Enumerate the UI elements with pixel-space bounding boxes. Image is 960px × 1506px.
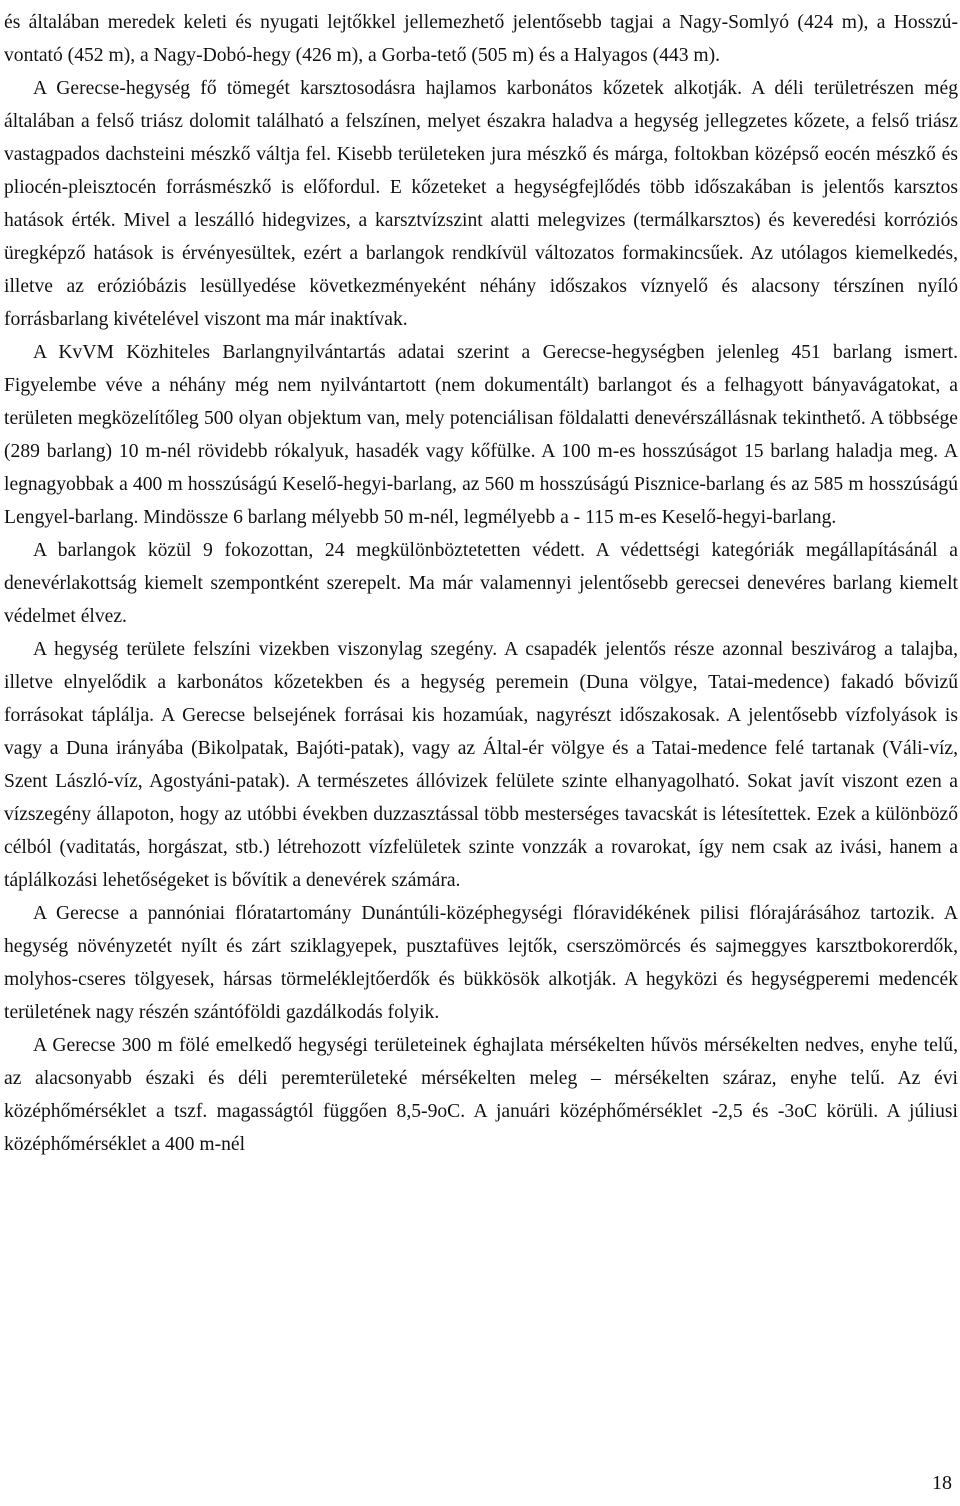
paragraph-cave-protection: A barlangok közül 9 fokozottan, 24 megkülönböztetetten védett. A védettségi kategóriák megállapításánál a denevérlakottság kiemelt szempontként szerepelt. Ma már valamennyi jelentősebb gerecsei denevéres barlang kiemelt védelmet élvez. bbox=[4, 540, 958, 627]
paragraph-geology: A Gerecse-hegység fő tömegét karsztosodásra hajlamos karbonátos kőzetek alkotják. A déli területrészen még általában a felső triász dolomit található a felszínen, melyet északra haladva a hegység jellegzetes kőzete, a felső triász vastagpados dachsteini mészkő váltja fel. Kisebb területeken jura mészkő és márga, foltokban középső eocén mészkő és pliocén-pleisztocén forrásmészkő is előfordul. E kőzeteket a hegységfejlődés több időszakában is jelentős karsztos hatások érték. Mivel a leszálló hidegvizes, a karsztvízszint alatti melegvizes (termálkarsztos) és keveredési korróziós üregképző hatások is érvényesültek, ezért a barlangok rendkívül változatos formakincsűek. Az utólagos kiemelkedés, illetve az erózióbázis lesüllyedése következményeként néhány időszakos víznyelő és alacsony térszínen nyíló forrásbarlang kivételével viszont ma már inaktívak. bbox=[4, 78, 958, 330]
paragraph-flora: A Gerecse a pannóniai flóratartomány Dunántúli-középhegységi flóravidékének pilisi flórajárásához tartozik. A hegység növényzetét nyílt és zárt sziklagyepek, pusztafüves lejtők, cserszömörcés és sajmeggyes karsztbokorerdők, molyhos-cseres tölgyesek, hársas törmeléklejtőerdők és bükkösök alkotják. A hegyközi és hegységperemi medencék területének nagy részén szántóföldi gazdálkodás folyik. bbox=[4, 903, 958, 1023]
paragraph-continuation: és általában meredek keleti és nyugati lejtőkkel jellemezhető jelentősebb tagjai a Nagy-Somlyó (424 m), a Hosszú-vontató (452 m), a Nagy-Dobó-hegy (426 m), a Gorba-tető (505 m) és a Halyagos (443 m). bbox=[4, 12, 958, 66]
paragraph-climate: A Gerecse 300 m fölé emelkedő hegységi területeinek éghajlata mérsékelten hűvös mérsékelten nedves, enyhe telű, az alacsonyabb északi és déli peremterületeké mérsékelten meleg – mérsékelten száraz, enyhe telű. Az évi középhőmérséklet a tszf. magasságtól függően 8,5-9oC. A januári középhőmérséklet -2,5 és -3oC körüli. A júliusi középhőmérséklet a 400 m-nél bbox=[4, 1035, 958, 1155]
paragraph-surface-waters: A hegység területe felszíni vizekben viszonylag szegény. A csapadék jelentős része azonnal beszivárog a talajba, illetve elnyelődik a karbonátos kőzetekben és a hegység peremein (Duna völgye, Tatai-medence) fakadó bővizű forrásokat táplálja. A Gerecse belsejének forrásai kis hozamúak, nagyrészt időszakosak. A jelentősebb vízfolyások is vagy a Duna irányába (Bikolpatak, Bajóti-patak), vagy az Által-ér völgye és a Tatai-medence felé tartanak (Váli-víz, Szent László-víz, Agostyáni-patak). A természetes állóvizek felülete szinte elhanyagolható. Sokat javít viszont ezen a vízszegény állapoton, hogy az utóbbi években duzzasztással több mesterséges tavacskát is létesítettek. Ezek a különböző célból (vaditatás, horgászat, stb.) létrehozott vízfelületek szinte vonzzák a rovarokat, így nem csak az ivási, hanem a táplálkozási lehetőségeket is bővítik a denevérek számára. bbox=[4, 639, 958, 891]
page-number: 18 bbox=[932, 1472, 952, 1494]
document-page bbox=[4, 6, 958, 1161]
paragraph-cave-registry: A KvVM Közhiteles Barlangnyilvántartás adatai szerint a Gerecse-hegységben jelenleg 451 barlang ismert. Figyelembe véve a néhány még nem nyilvántartott (nem dokumentált) barlangot és a felhagyott bányavágatokat, a területen megközelítőleg 500 olyan objektum van, mely potenciálisan földalatti denevérszállásnak tekinthető. A többsége (289 barlang) 10 m-nél rövidebb rókalyuk, hasadék vagy kőfülke. A 100 m-es hosszúságot 15 barlang haladja meg. A legnagyobbak a 400 m hosszúságú Keselő-hegyi-barlang, az 560 m hosszúságú Pisznice-barlang és az 585 m hosszúságú Lengyel-barlang. Mindössze 6 barlang mélyebb 50 m-nél, legmélyebb a - 115 m-es Keselő-hegyi-barlang. bbox=[4, 342, 958, 528]
